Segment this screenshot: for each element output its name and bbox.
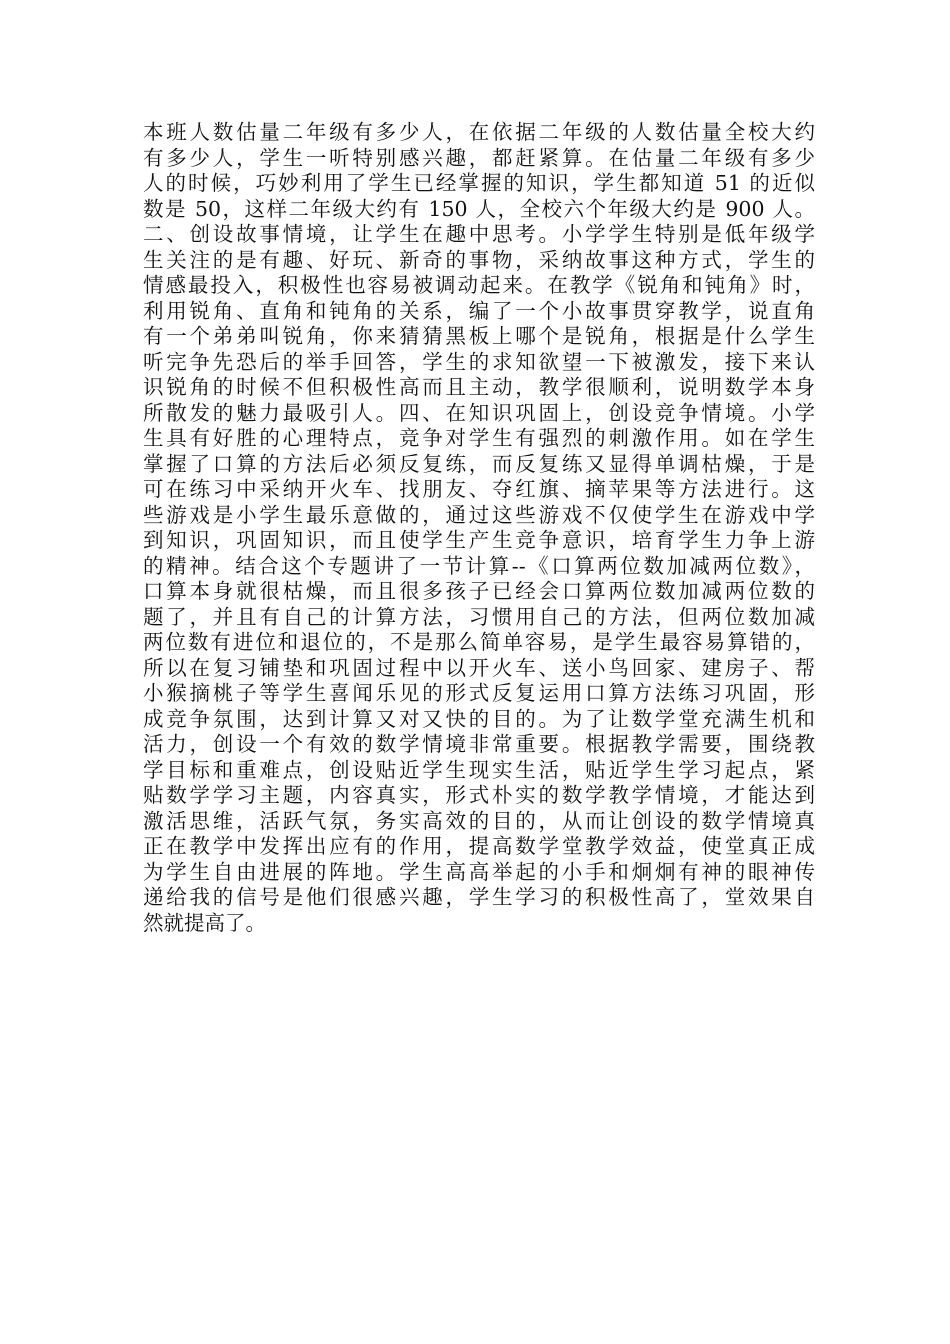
text-line-10: 听完争先恐后的举手回答，学生的求知欲望一下被激发，接下来认 [143, 349, 815, 374]
text-line-25: 活力，创设一个有效的数学情境非常重要。根据教学需要，围绕教 [143, 732, 815, 756]
text-line-18: 的精神。结合这个专题讲了一节计算--《口算两位数加减两位数》， [143, 553, 815, 578]
text-line-12: 所散发的魅力最吸引人。四、在知识巩固上，创设竞争情境。小学 [143, 400, 815, 425]
text-line-20: 题了，并且有自己的计算方法，习惯用自己的方法，但两位数加减 [143, 604, 815, 629]
text-line-24: 成竞争氛围，达到计算又对又快的目的。为了让数学堂充满生机和 [143, 706, 815, 731]
text-line-31: 递给我的信号是他们很感兴趣，学生学习的积极性高了，堂效果自 [143, 885, 815, 909]
text-line-21: 两位数有进位和退位的，不是那么简单容易，是学生最容易算错的， [143, 630, 815, 654]
text-line-3: 人的时候，巧妙利用了学生已经掌握的知识，学生都知道 51 的近似 [143, 171, 815, 195]
text-line-27: 贴数学学习主题，内容真实，形式朴实的数学教学情境，才能达到 [143, 783, 815, 807]
text-line-22: 所以在复习铺垫和巩固过程中以开火车、送小鸟回家、建房子、帮 [143, 655, 815, 680]
text-line-7: 情感最投入，积极性也容易被调动起来。在教学《锐角和钝角》时， [143, 273, 815, 297]
text-line-23: 小猴摘桃子等学生喜闻乐见的形式反复运用口算方法练习巩固，形 [143, 681, 815, 705]
text-line-30: 为学生自由进展的阵地。学生高高举起的小手和炯炯有神的眼神传 [143, 859, 815, 884]
text-line-1: 本班人数估量二年级有多少人，在依据二年级的人数估量全校大约 [143, 120, 815, 144]
text-line-17: 到知识，巩固知识，而且使学生产生竞争意识，培育学生力争上游 [143, 528, 815, 552]
text-line-32: 然就提高了。 [143, 910, 266, 935]
text-line-13: 生具有好胜的心理特点，竞争对学生有强烈的刺激作用。如在学生 [143, 426, 815, 450]
text-line-11: 识锐角的时候不但积极性高而且主动，教学很顺利，说明数学本身 [143, 375, 815, 399]
text-line-6: 生关注的是有趣、好玩、新奇的事物，采纳故事这种方式，学生的 [143, 247, 815, 272]
text-line-8: 利用锐角、直角和钝角的关系，编了一个小故事贯穿教学，说直角 [143, 298, 815, 323]
text-line-4: 数是 50，这样二年级大约有 150 人，全校六个年级大约是 900 人。 [143, 196, 815, 221]
text-line-16: 些游戏是小学生最乐意做的，通过这些游戏不仅使学生在游戏中学 [143, 502, 815, 527]
text-line-5: 二、创设故事情境，让学生在趣中思考。小学学生特别是低年级学 [143, 222, 815, 246]
text-line-26: 学目标和重难点，创设贴近学生现实生活，贴近学生学习起点，紧 [143, 757, 815, 782]
body-paragraph [143, 120, 815, 936]
text-line-2: 有多少人，学生一听特别感兴趣，都赶紧算。在估量二年级有多少 [143, 145, 815, 170]
text-line-29: 正在教学中发挥出应有的作用，提高数学堂教学效益，使堂真正成 [143, 834, 815, 858]
text-line-19: 口算本身就很枯燥，而且很多孩子已经会口算两位数加减两位数的 [143, 579, 815, 603]
text-line-28: 激活思维，活跃气氛，务实高效的目的，从而让创设的数学情境真 [143, 808, 815, 833]
text-line-9: 有一个弟弟叫锐角，你来猜猜黑板上哪个是锐角，根据是什么学生 [143, 324, 815, 348]
text-line-14: 掌握了口算的方法后必须反复练，而反复练又显得单调枯燥，于是 [143, 451, 815, 476]
text-line-15: 可在练习中采纳开火车、找朋友、夺红旗、摘苹果等方法进行。这 [143, 477, 815, 501]
